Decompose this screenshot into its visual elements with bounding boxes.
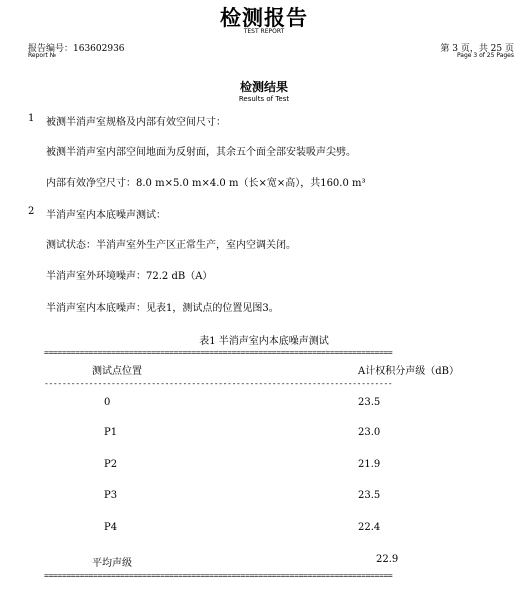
section-subtitle: Results of Test (238, 95, 290, 103)
column-header-level: A计权积分声级（dB） (358, 366, 459, 377)
cell-average-label: 平均声级 (92, 558, 132, 569)
cell-level: 22.4 (358, 522, 381, 533)
table-rule-top: ============================================================================== (44, 349, 393, 357)
cell-position: P4 (104, 522, 118, 533)
item-text: 测试状态：半消声室外生产区正常生产，室内空调关闭。 (46, 240, 296, 251)
item-number: 2 (28, 206, 35, 217)
cell-position: P2 (104, 459, 118, 470)
report-title: 检测报告 (220, 5, 308, 30)
column-header-position: 测试点位置 (92, 366, 142, 377)
cell-level: 21.9 (358, 459, 381, 470)
table-caption: 表1 半消声室内本底噪声测试 (199, 336, 329, 347)
table-rule-bottom: ============================================================================== (44, 572, 393, 580)
table-footer-row (0, 554, 528, 568)
cell-level: 23.5 (358, 397, 381, 408)
page-number-english: Page 3 of 25 Pages (456, 52, 514, 59)
table-row (0, 522, 528, 536)
item-text: 被测半消声室内部空间地面为反射面，其余五个面全部安装吸声尖劈。 (46, 147, 356, 158)
cell-position: P3 (104, 490, 118, 501)
item-text: 半消声室内本底噪声：见表1，测试点的位置见图3。 (46, 303, 279, 314)
cell-level: 23.0 (358, 427, 381, 438)
table-row (0, 459, 528, 473)
cell-position: P1 (104, 427, 118, 438)
report-number-english: Report № (28, 52, 57, 59)
section-title: 检测结果 (239, 80, 288, 94)
item-text: 内部有效净空尺寸：8.0 m×5.0 m×4.0 m（长×宽×高），共160.0 m³ (46, 178, 366, 189)
item-text: 被测半消声室规格及内部有效空间尺寸： (46, 117, 226, 128)
report-subtitle: TEST REPORT (243, 28, 285, 35)
cell-level: 23.5 (358, 490, 381, 501)
table-row (0, 397, 528, 411)
table-header-row (0, 362, 528, 376)
report-number: 报告编号：163602936 (28, 44, 125, 54)
page-number: 第 3 页，共 25 页 (440, 44, 514, 54)
item-text: 半消声室外环境噪声：72.2 dB（A） (46, 271, 213, 282)
table-row (0, 427, 528, 441)
table-row (0, 490, 528, 504)
item-text: 半消声室内本底噪声测试： (46, 210, 166, 221)
table-rule-header: ------------------------------------------------------------------------------ (44, 380, 393, 388)
item-number: 1 (28, 113, 35, 124)
cell-position: 0 (104, 397, 111, 408)
cell-average-value: 22.9 (376, 554, 399, 565)
